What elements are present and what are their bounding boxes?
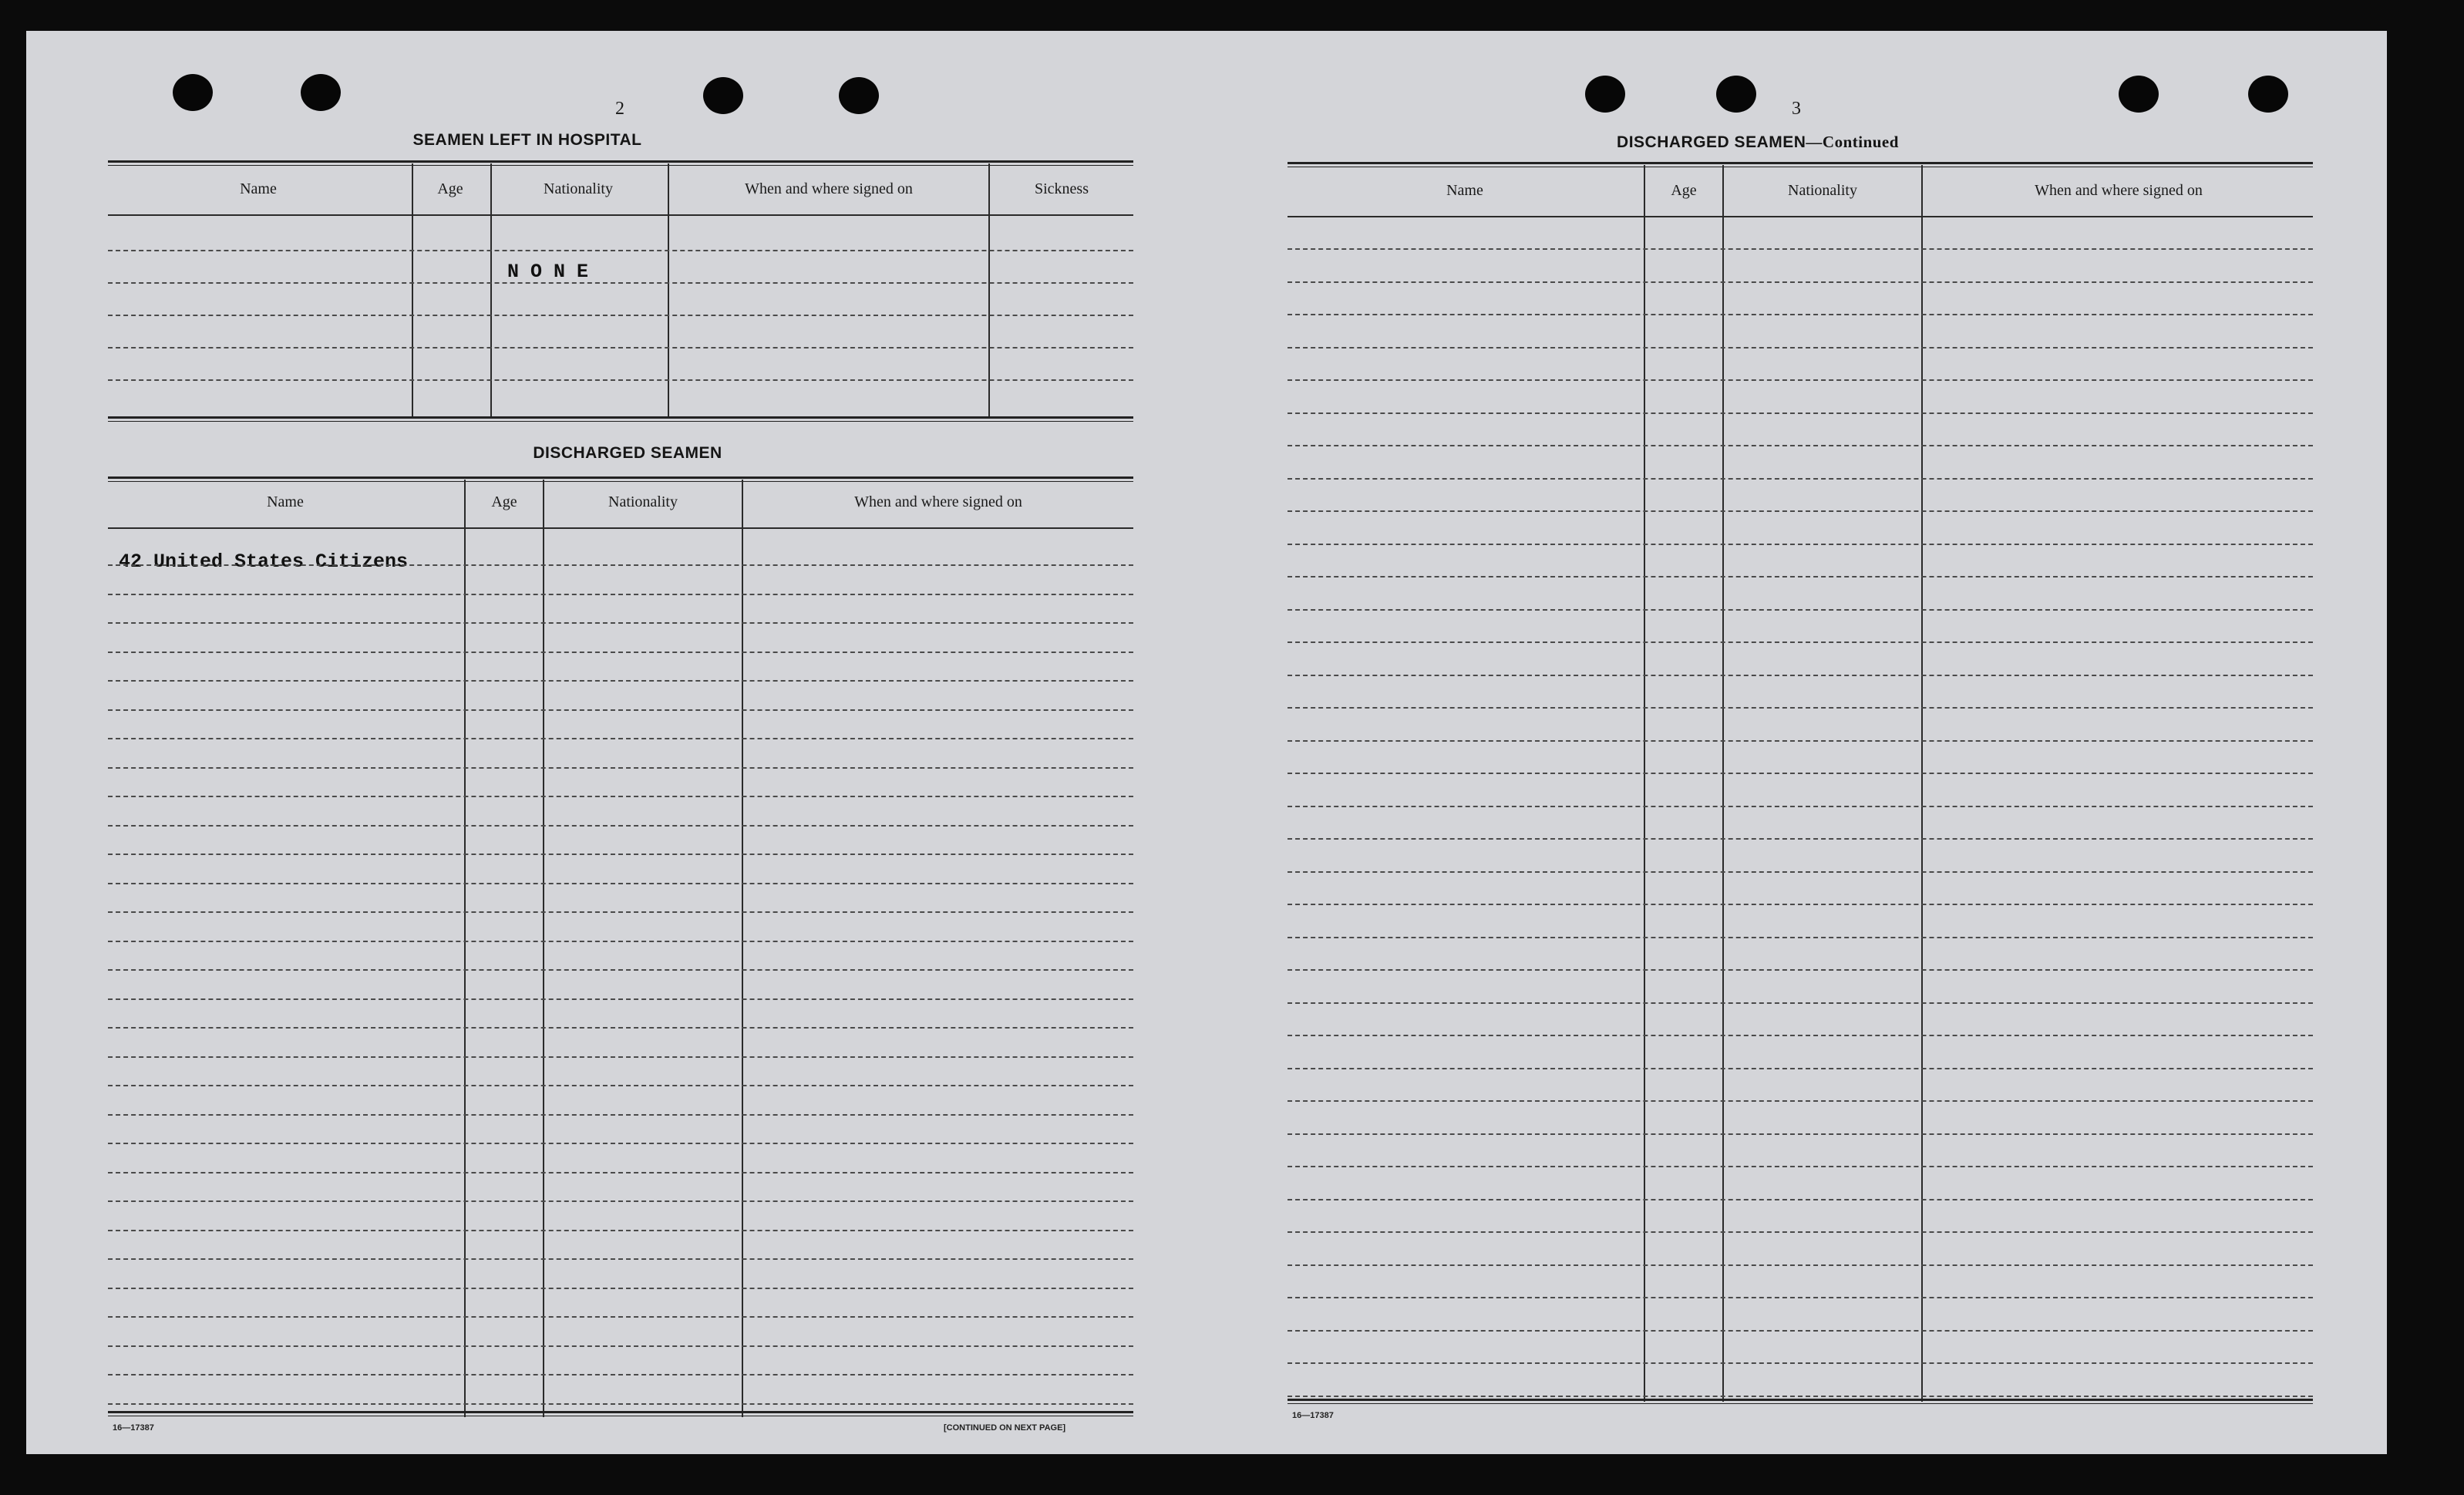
column-header-signed-on: When and where signed on: [745, 180, 913, 197]
column-header-signed-on: When and where signed on: [854, 493, 1022, 510]
right-page: [1288, 31, 2351, 1419]
entry-line: [1288, 1264, 2313, 1266]
entry-line: [1288, 1396, 2313, 1397]
entry-line: [1288, 1133, 2313, 1135]
entry-line: [108, 1114, 1133, 1116]
column-header-nationality: Nationality: [544, 180, 613, 197]
entry-line: [1288, 871, 2313, 873]
entry-line: [1288, 740, 2313, 742]
entry-line: [108, 709, 1133, 711]
entry-line: [1288, 1100, 2313, 1102]
form-number: 16—17387: [113, 1423, 154, 1433]
entry-line: [108, 941, 1133, 942]
entry-line: [108, 1288, 1133, 1289]
page-number: 3: [1792, 99, 1801, 119]
entry-line: [108, 315, 1133, 316]
entry-line: [108, 622, 1133, 624]
entry-line: [1288, 248, 2313, 250]
entry-line: [108, 767, 1133, 769]
entry-line: [1288, 1199, 2313, 1200]
document-sheet: [26, 31, 2387, 1454]
entry-line: [108, 1230, 1133, 1231]
entry-line: [1288, 937, 2313, 938]
entry-line: [1288, 379, 2313, 381]
header-rule: [1288, 162, 2313, 167]
entry-line: [1288, 1297, 2313, 1298]
entry-line: [108, 1027, 1133, 1029]
entry-line: [108, 911, 1133, 913]
entry-line: [108, 652, 1133, 653]
entry-line: [108, 347, 1133, 348]
entry-line: [108, 1316, 1133, 1318]
hospital-entry: N O N E: [507, 261, 589, 283]
entry-line: [108, 825, 1133, 827]
section-bottom-rule: [108, 416, 1133, 422]
entry-line: [1288, 806, 2313, 807]
entry-line: [108, 1200, 1133, 1202]
discharged-section-title: DISCHARGED SEAMEN: [533, 444, 722, 462]
entry-line: [1288, 544, 2313, 545]
entry-line: [108, 379, 1133, 381]
entry-line: [1288, 609, 2313, 611]
continued-note: [CONTINUED ON NEXT PAGE]: [944, 1423, 1066, 1433]
entry-line: [1288, 1166, 2313, 1167]
entry-line: [1288, 1068, 2313, 1069]
entry-line: [1288, 281, 2313, 283]
section-title-text: DISCHARGED SEAMEN: [1617, 133, 1806, 151]
entry-line: [1288, 675, 2313, 676]
entry-line: [1288, 1002, 2313, 1004]
column-header-nationality: Nationality: [1788, 182, 1857, 199]
entry-line: [1288, 1330, 2313, 1332]
column-header-nationality: Nationality: [608, 493, 678, 510]
entry-line: [108, 1172, 1133, 1173]
entry-line: [108, 1056, 1133, 1058]
column-header-rule: [108, 527, 1133, 529]
entry-line: [1288, 904, 2313, 905]
entry-line: [1288, 1362, 2313, 1364]
header-rule: [108, 476, 1133, 482]
hospital-section-title: SEAMEN LEFT IN HOSPITAL: [412, 131, 642, 149]
entry-line: [108, 1258, 1133, 1260]
entry-line: [108, 1374, 1133, 1375]
entry-line: [1288, 576, 2313, 577]
entry-line: [108, 796, 1133, 797]
entry-line: [108, 594, 1133, 595]
entry-line: [108, 282, 1133, 284]
entry-line: [108, 883, 1133, 884]
page-number: 2: [615, 99, 624, 119]
column-header-rule: [1288, 216, 2313, 217]
entry-line: [108, 998, 1133, 1000]
entry-line: [108, 1345, 1133, 1347]
table-bottom-rule: [1288, 1399, 2313, 1404]
column-header-rule: [108, 214, 1133, 216]
entry-line: [1288, 641, 2313, 643]
entry-line: [108, 1403, 1133, 1405]
entry-line: [1288, 347, 2313, 348]
left-page: [103, 31, 1167, 1433]
entry-line: [1288, 445, 2313, 446]
column-header-age: Age: [491, 493, 517, 510]
table-bottom-rule: [108, 1411, 1133, 1416]
entry-line: [1288, 412, 2313, 414]
column-header-name: Name: [240, 180, 277, 197]
column-divider: [1644, 165, 1645, 1402]
entry-line: [108, 854, 1133, 855]
entry-line: [1288, 1231, 2313, 1233]
entry-line: [1288, 314, 2313, 315]
column-header-name: Name: [1446, 182, 1483, 199]
section-title-continued: —Continued: [1806, 133, 1899, 151]
entry-line: [1288, 707, 2313, 709]
entry-line: [1288, 510, 2313, 512]
column-header-age: Age: [437, 180, 463, 197]
column-header-signed-on: When and where signed on: [2035, 182, 2203, 199]
entry-line: [108, 250, 1133, 251]
entry-line: [108, 564, 1133, 566]
section-title: [1442, 133, 2074, 152]
column-divider: [464, 480, 466, 1417]
column-divider: [742, 480, 743, 1417]
entry-line: [108, 680, 1133, 682]
entry-line: [108, 1085, 1133, 1086]
entry-line: [1288, 969, 2313, 971]
entry-line: [1288, 838, 2313, 840]
column-divider: [1722, 165, 1724, 1402]
column-divider: [1921, 165, 1923, 1402]
entry-line: [108, 969, 1133, 971]
entry-line: [1288, 478, 2313, 480]
discharged-entry: 42 United States Citizens: [119, 551, 409, 573]
entry-line: [108, 738, 1133, 739]
column-divider: [543, 480, 544, 1417]
header-rule: [108, 160, 1133, 166]
form-number: 16—17387: [1292, 1411, 1334, 1420]
column-header-name: Name: [267, 493, 304, 510]
entry-line: [1288, 773, 2313, 774]
column-header-age: Age: [1671, 182, 1697, 199]
entry-line: [1288, 1035, 2313, 1036]
entry-line: [108, 1143, 1133, 1144]
column-header-sickness: Sickness: [1035, 180, 1089, 197]
